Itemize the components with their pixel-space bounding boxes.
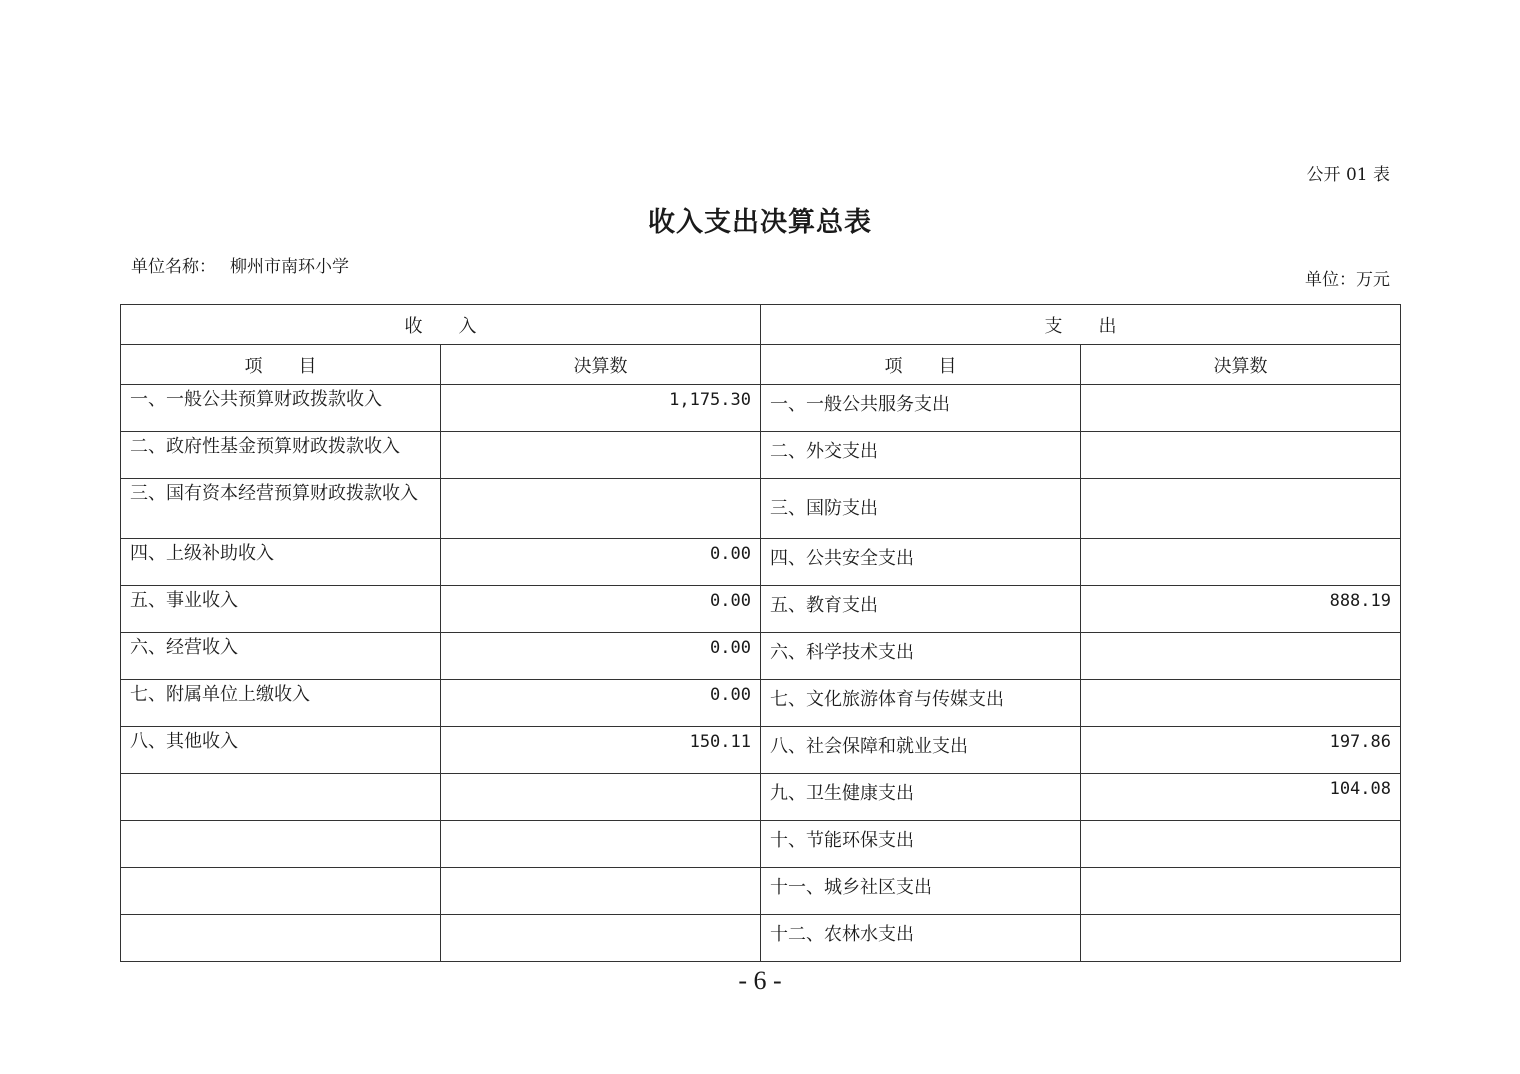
expense-header: 支 出 xyxy=(761,305,1401,345)
expense-amount xyxy=(1081,633,1401,680)
income-item: 二、政府性基金预算财政拨款收入 xyxy=(121,432,441,479)
expense-amount xyxy=(1081,432,1401,479)
page-title: 收入支出决算总表 xyxy=(648,207,872,238)
income-amount xyxy=(441,915,761,962)
income-amount: 0.00 xyxy=(441,633,761,680)
expense-amount xyxy=(1081,385,1401,432)
table-row xyxy=(121,432,1401,479)
income-amount: 1,175.30 xyxy=(441,385,761,432)
income-amount: 0.00 xyxy=(441,539,761,586)
expense-item: 十二、农林水支出 xyxy=(761,915,1081,962)
income-amount xyxy=(441,479,761,539)
page-number: - 6 - xyxy=(738,966,782,995)
form-code: 公开 01 表 xyxy=(1306,165,1390,185)
expense-amount xyxy=(1081,821,1401,868)
income-item: 一、一般公共预算财政拨款收入 xyxy=(121,385,441,432)
unit-name-value: 柳州市南环小学 xyxy=(230,257,349,277)
expense-item: 一、一般公共服务支出 xyxy=(761,385,1081,432)
expense-item: 七、文化旅游体育与传媒支出 xyxy=(761,680,1081,727)
table-row xyxy=(121,821,1401,868)
income-header: 收 入 xyxy=(121,305,761,345)
column-header-row xyxy=(121,345,1401,385)
expense-item: 十一、城乡社区支出 xyxy=(761,868,1081,915)
expense-amount: 104.08 xyxy=(1081,774,1401,821)
income-item xyxy=(121,915,441,962)
income-item xyxy=(121,868,441,915)
expense-item: 五、教育支出 xyxy=(761,586,1081,633)
income-item: 五、事业收入 xyxy=(121,586,441,633)
income-item: 八、其他收入 xyxy=(121,727,441,774)
table-row xyxy=(121,774,1401,821)
income-amount-header: 决算数 xyxy=(441,345,761,385)
expense-amount: 888.19 xyxy=(1081,586,1401,633)
income-item: 三、国有资本经营预算财政拨款收入 xyxy=(121,479,441,539)
expense-amount xyxy=(1081,479,1401,539)
table-row xyxy=(121,586,1401,633)
unit-name-label: 单位名称： xyxy=(131,257,216,277)
income-amount xyxy=(441,774,761,821)
expense-item: 九、卫生健康支出 xyxy=(761,774,1081,821)
expense-amount xyxy=(1081,915,1401,962)
expense-item-header: 项 目 xyxy=(761,345,1081,385)
income-item: 七、附属单位上缴收入 xyxy=(121,680,441,727)
expense-amount xyxy=(1081,539,1401,586)
table-row xyxy=(121,727,1401,774)
expense-amount xyxy=(1081,680,1401,727)
unit-label: 单位：万元 xyxy=(1305,270,1390,290)
expense-item: 六、科学技术支出 xyxy=(761,633,1081,680)
income-item: 四、上级补助收入 xyxy=(121,539,441,586)
summary-table xyxy=(120,304,1401,962)
table-row xyxy=(121,915,1401,962)
income-item xyxy=(121,774,441,821)
table-row xyxy=(121,479,1401,539)
income-item-header: 项 目 xyxy=(121,345,441,385)
expense-item: 二、外交支出 xyxy=(761,432,1081,479)
table-row xyxy=(121,680,1401,727)
expense-amount xyxy=(1081,868,1401,915)
income-amount: 0.00 xyxy=(441,586,761,633)
table-row xyxy=(121,868,1401,915)
income-amount xyxy=(441,821,761,868)
income-amount: 150.11 xyxy=(441,727,761,774)
expense-item: 三、国防支出 xyxy=(761,479,1081,539)
unit-name xyxy=(131,252,349,277)
expense-amount-header: 决算数 xyxy=(1081,345,1401,385)
income-amount xyxy=(441,868,761,915)
table-row xyxy=(121,539,1401,586)
table-row xyxy=(121,385,1401,432)
income-amount xyxy=(441,432,761,479)
table-header-row xyxy=(121,305,1401,345)
table-row xyxy=(121,633,1401,680)
expense-item: 四、公共安全支出 xyxy=(761,539,1081,586)
expense-item: 十、节能环保支出 xyxy=(761,821,1081,868)
income-amount: 0.00 xyxy=(441,680,761,727)
expense-item: 八、社会保障和就业支出 xyxy=(761,727,1081,774)
income-item xyxy=(121,821,441,868)
income-item: 六、经营收入 xyxy=(121,633,441,680)
expense-amount: 197.86 xyxy=(1081,727,1401,774)
